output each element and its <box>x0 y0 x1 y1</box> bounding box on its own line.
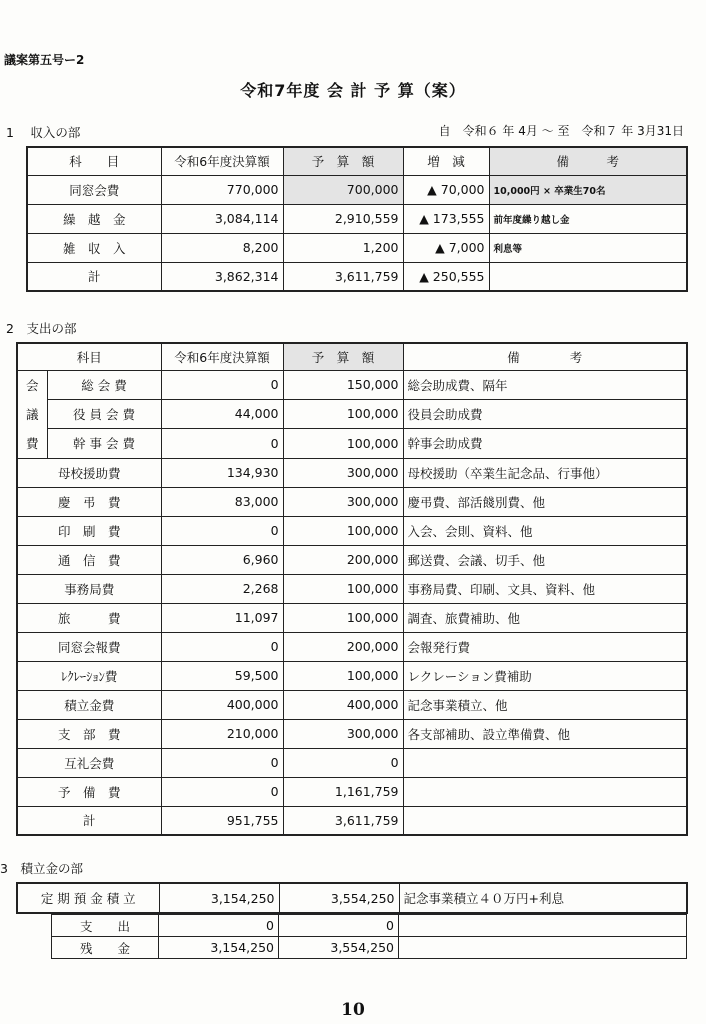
budget-cell: 3,554,250 <box>279 937 399 959</box>
budget-cell: 1,161,759 <box>283 777 403 806</box>
item-cell: 印 刷 費 <box>17 516 161 545</box>
table-row <box>27 175 687 204</box>
table-row <box>17 399 687 428</box>
budget-cell: 100,000 <box>283 429 403 458</box>
budget-cell: 400,000 <box>283 690 403 719</box>
budget-cell: 100,000 <box>283 399 403 428</box>
budget-cell: 200,000 <box>283 545 403 574</box>
expense-header-row <box>17 343 687 370</box>
expense-total-row <box>17 806 687 835</box>
reserve-main-table <box>16 882 688 914</box>
table-row <box>17 748 687 777</box>
note-cell: 母校援助（卒業生記念品、行事他） <box>403 458 687 487</box>
prev-cell: 0 <box>161 632 283 661</box>
note-cell: 記念事業積立４０万円+利息 <box>399 883 687 913</box>
item-cell: ﾚｸﾚｰｼｮﾝ費 <box>17 661 161 690</box>
table-row <box>17 661 687 690</box>
item-cell: 同窓会費 <box>27 175 161 204</box>
prev-cell: 11,097 <box>161 603 283 632</box>
group-label-char: 議 <box>25 406 39 422</box>
table-row <box>17 632 687 661</box>
note-cell: 前年度繰り越し金 <box>489 204 687 233</box>
prev-cell: 3,154,250 <box>159 883 279 913</box>
note-cell: 各支部補助、設立準備費、他 <box>403 719 687 748</box>
reserve-sub-table <box>51 914 687 959</box>
note-cell: 郵送費、会議、切手、他 <box>403 545 687 574</box>
budget-cell: 300,000 <box>283 487 403 516</box>
table-row <box>17 574 687 603</box>
budget-cell: 100,000 <box>283 574 403 603</box>
prev-cell: 0 <box>161 748 283 777</box>
note-cell: 幹事会助成費 <box>403 429 687 458</box>
prev-cell: 3,084,114 <box>161 204 283 233</box>
table-row <box>27 204 687 233</box>
table-row <box>27 233 687 262</box>
diff-cell: ▲ 173,555 <box>403 204 489 233</box>
expense-header-prev: 令和6年度決算額 <box>161 343 283 370</box>
item-cell: 総 会 費 <box>47 370 161 399</box>
table-row <box>17 777 687 806</box>
prev-cell: 3,862,314 <box>161 262 283 291</box>
income-section-heading: 1 収入の部 <box>6 125 81 140</box>
page-number: 10 <box>341 1000 365 1020</box>
item-cell: 定 期 預 金 積 立 <box>17 883 159 913</box>
item-cell: 支 出 <box>52 915 159 937</box>
item-cell: 繰 越 金 <box>27 204 161 233</box>
table-row <box>17 603 687 632</box>
budget-cell: 300,000 <box>283 719 403 748</box>
budget-cell: 150,000 <box>283 370 403 399</box>
item-cell: 役 員 会 費 <box>47 399 161 428</box>
prev-cell: 3,154,250 <box>159 937 279 959</box>
item-cell: 旅 費 <box>17 603 161 632</box>
budget-cell: 3,611,759 <box>283 806 403 835</box>
prev-cell: 951,755 <box>161 806 283 835</box>
diff-cell: ▲ 70,000 <box>403 175 489 204</box>
note-cell <box>399 915 687 937</box>
item-cell: 同窓会報費 <box>17 632 161 661</box>
prev-cell: 2,268 <box>161 574 283 603</box>
income-header-diff: 増 減 <box>403 147 489 175</box>
income-table <box>26 146 688 292</box>
income-header-budget: 予 算 額 <box>283 147 403 175</box>
budget-cell: 100,000 <box>283 516 403 545</box>
table-row <box>52 937 687 959</box>
diff-cell: ▲ 7,000 <box>403 233 489 262</box>
table-row <box>17 370 687 399</box>
prev-cell: 8,200 <box>161 233 283 262</box>
note-cell: 総会助成費、隔年 <box>403 370 687 399</box>
expense-header-item: 科目 <box>17 343 161 370</box>
income-total-row <box>27 262 687 291</box>
item-cell: 事務局費 <box>17 574 161 603</box>
note-cell: 記念事業積立、他 <box>403 690 687 719</box>
income-header-row <box>27 147 687 175</box>
diff-cell: ▲ 250,555 <box>403 262 489 291</box>
note-cell: 調査、旅費補助、他 <box>403 603 687 632</box>
item-cell: 計 <box>27 262 161 291</box>
budget-cell: 700,000 <box>283 175 403 204</box>
budget-cell: 100,000 <box>283 603 403 632</box>
prev-cell: 0 <box>161 429 283 458</box>
prev-cell: 83,000 <box>161 487 283 516</box>
note-cell: 10,000円 × 卒業生70名 <box>489 175 687 204</box>
budget-cell: 300,000 <box>283 458 403 487</box>
budget-cell: 1,200 <box>283 233 403 262</box>
prev-cell: 59,500 <box>161 661 283 690</box>
item-cell: 慶 弔 費 <box>17 487 161 516</box>
budget-cell: 2,910,559 <box>283 204 403 233</box>
prev-cell: 134,930 <box>161 458 283 487</box>
table-row <box>17 487 687 516</box>
note-cell: レクレーション費補助 <box>403 661 687 690</box>
item-cell: 通 信 費 <box>17 545 161 574</box>
page-title: 令和7年度 会 計 予 算（案） <box>240 81 466 100</box>
note-cell <box>399 937 687 959</box>
item-cell: 残 金 <box>52 937 159 959</box>
note-cell: 慶弔費、部活餞別費、他 <box>403 487 687 516</box>
prev-cell: 400,000 <box>161 690 283 719</box>
table-row <box>17 883 687 913</box>
prev-cell: 0 <box>161 370 283 399</box>
prev-cell: 210,000 <box>161 719 283 748</box>
table-row <box>17 516 687 545</box>
table-row <box>17 458 687 487</box>
item-cell: 互礼会費 <box>17 748 161 777</box>
item-cell: 積立金費 <box>17 690 161 719</box>
prev-cell: 770,000 <box>161 175 283 204</box>
item-cell: 雑 収 入 <box>27 233 161 262</box>
item-cell: 予 備 費 <box>17 777 161 806</box>
group-label-char: 費 <box>25 435 39 451</box>
fiscal-period: 自 令和６ 年 4月 〜 至 令和７ 年 3月31日 <box>438 124 684 138</box>
budget-cell: 0 <box>279 915 399 937</box>
document-id: 議案第五号ー2 <box>4 53 85 67</box>
group-label-meeting-costs <box>17 370 47 458</box>
note-cell: 事務局費、印刷、文具、資料、他 <box>403 574 687 603</box>
group-label-char: 会 <box>25 377 39 393</box>
budget-cell: 100,000 <box>283 661 403 690</box>
note-cell: 入会、会則、資料、他 <box>403 516 687 545</box>
expense-header-budget: 予 算 額 <box>283 343 403 370</box>
note-cell: 役員会助成費 <box>403 399 687 428</box>
table-row <box>17 719 687 748</box>
expense-table <box>16 342 688 836</box>
note-cell <box>489 262 687 291</box>
prev-cell: 0 <box>161 516 283 545</box>
expense-header-note: 備 考 <box>403 343 687 370</box>
prev-cell: 44,000 <box>161 399 283 428</box>
table-row <box>17 545 687 574</box>
note-cell: 利息等 <box>489 233 687 262</box>
expense-section-heading: 2 支出の部 <box>6 321 77 336</box>
table-row <box>17 690 687 719</box>
income-header-note: 備 考 <box>489 147 687 175</box>
income-header-prev: 令和6年度決算額 <box>161 147 283 175</box>
item-cell: 支 部 費 <box>17 719 161 748</box>
budget-cell: 0 <box>283 748 403 777</box>
item-cell: 母校援助費 <box>17 458 161 487</box>
prev-cell: 6,960 <box>161 545 283 574</box>
note-cell <box>403 777 687 806</box>
item-cell: 幹 事 会 費 <box>47 429 161 458</box>
budget-cell: 3,611,759 <box>283 262 403 291</box>
table-row <box>17 429 687 458</box>
reserve-section-heading: 3 積立金の部 <box>0 861 83 876</box>
prev-cell: 0 <box>161 777 283 806</box>
income-header-item: 科 目 <box>27 147 161 175</box>
prev-cell: 0 <box>159 915 279 937</box>
note-cell <box>403 806 687 835</box>
note-cell: 会報発行費 <box>403 632 687 661</box>
budget-cell: 200,000 <box>283 632 403 661</box>
budget-cell: 3,554,250 <box>279 883 399 913</box>
table-row <box>52 915 687 937</box>
note-cell <box>403 748 687 777</box>
item-cell: 計 <box>17 806 161 835</box>
